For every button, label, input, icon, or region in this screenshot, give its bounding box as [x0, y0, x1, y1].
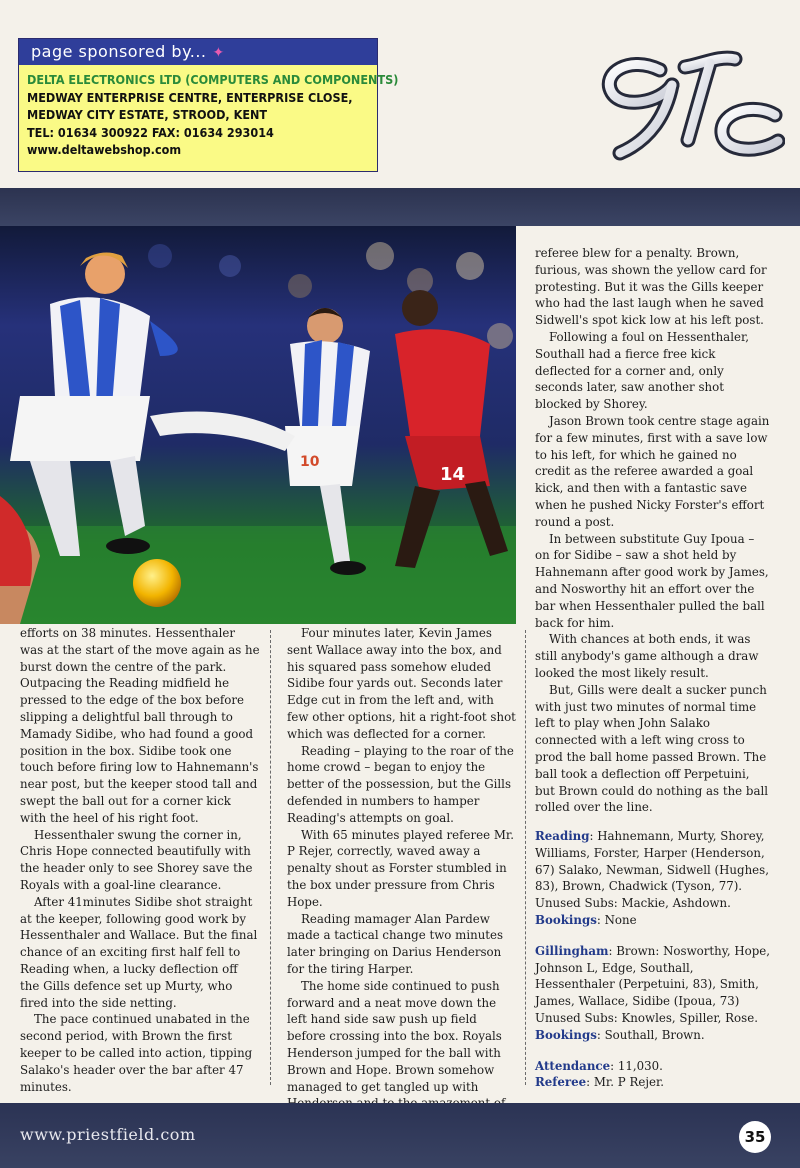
jersey-number-red: 14 [440, 464, 466, 485]
reading-lineup [535, 828, 770, 912]
sponsor-details [19, 65, 399, 159]
gillingham-bookings-label: Bookings [535, 1027, 597, 1042]
article-column-1 [20, 625, 260, 1095]
sponsor-company: DELTA ELECTRONICS LTD (COMPUTERS AND COMPONENTS) [27, 72, 399, 87]
paragraph: efforts on 38 minutes. Hessenthaler was at the start of the move again as he burst down the centre of the park. Outpacing the Reading midfield he pressed to the edge of the box before slipping a delightful ball through to Mamady Sidibe, who had found a good position in the box. Sidibe took one touch before firing low to Hahnemann's near post, but the keeper stood tall and swept the ball out for a corner kick with the heel of his right foot. [20, 626, 260, 825]
paragraph: After 41minutes Sidibe shot straight at the keeper, following good work by Hessenthaler and Wallace. But the final chance of an exciting first half fell to Reading when, a lucky deflection off the Gills defence set up Murty, who fired into the side netting. [20, 894, 258, 1010]
referee [535, 1074, 770, 1091]
reading-bookings-text: : None [596, 913, 637, 928]
column-divider [525, 630, 526, 1085]
paragraph: With 65 minutes played referee Mr. P Rejer, correctly, waved away a penalty shout as Forster stumbled in the box under pressure from Chris Hope. [287, 827, 515, 909]
sponsor-heading-bar [19, 39, 377, 65]
column-divider [270, 630, 271, 1085]
reading-bookings-label: Bookings [535, 913, 597, 928]
paragraph: But, Gills were dealt a sucker punch with just two minutes of normal time left to play when John Salako connected with a left wing cross to prod the ball home passed Brown. The ball took a deflection off Perpetuini, but Brown could do nothing as the ball rolled over the line. [535, 682, 769, 815]
gillingham-lineup-text: : Brown: Nosworthy, Hope, Johnson L, Edge, Southall, Hessenthaler (Perpetuini, 83), Smith, James, Wallace, Sidibe (Ipoua, 73) Unused Subs: Knowles, Spiller, Rose. [535, 943, 771, 1026]
article-column-3 [535, 245, 770, 1091]
referee-label: Referee [535, 1075, 587, 1090]
sponsor-heading: page sponsored by... [31, 42, 207, 61]
sponsor-phone-fax: TEL: 01634 300922 FAX: 01634 293014 [27, 124, 274, 140]
paragraph: Four minutes later, Kevin James sent Wallace away into the box, and his squared pass somehow eluded Sidibe four yards out. Seconds later Edge cut in from the left and, with few other options, hit a right-foot shot which was deflected for a corner. [287, 626, 516, 741]
paragraph: Hessenthaler swung the corner in, Chris Hope connected beautifully with the header only to see Shorey save the Royals with a goal-line clearance. [20, 827, 253, 892]
footer-website-link[interactable]: www.priestfield.com [20, 1125, 196, 1144]
paragraph: Reading – playing to the roar of the home crowd – began to enjoy the better of the possession, but the Gills defended in numbers to hamper Reading's attempts on goal. [287, 743, 514, 825]
reading-label: Reading [535, 829, 590, 844]
paragraph: Jason Brown took centre stage again for a few minutes, first with a save low to his left, for which he gained no credit as the referee awarded a goal kick, and then with a fantastic save when he pushed Nicky Forster's effort round a post. [535, 413, 770, 529]
gillingham-lineup [535, 943, 770, 1027]
paragraph: The home side continued to push forward and a neat move down the left hand side saw push up field before crossing into the box. Royals Henderson jumped for the ball with Brown and Hope. Brown somehow managed to get tangled up with [287, 978, 502, 1094]
jersey-number-white: 10 [300, 454, 320, 470]
paragraph: Reading mamager Alan Pardew made a tactical change two minutes later bringing on Darius Henderson for the tiring Harper. [287, 911, 504, 976]
sponsor-website-link[interactable]: www.deltawebshop.com [27, 142, 182, 157]
attendance-label: Attendance [535, 1058, 611, 1073]
attendance [535, 1058, 770, 1075]
paragraph: In between substitute Guy Ipoua – on for Sidibe – saw a shot held by Hahnemann after good work by James, and Nosworthy hit an effort over the bar when Hessenthaler pulled the ball back for him. [535, 531, 769, 630]
paragraph: The pace continued unabated in the second period, with Brown the first keeper to be called into action, tipping Salako's header over the bar after 47 minutes. [20, 1012, 253, 1094]
gfc-club-monogram [590, 45, 785, 165]
paragraph: Following a foul on Hessenthaler, Southall had a fierce free kick deflected for a corner and, only seconds later, saw another shot blocked by Shorey. [535, 329, 750, 412]
page-number: 35 [739, 1121, 771, 1153]
sponsor-address-line-2: MEDWAY CITY ESTATE, STROOD, KENT [27, 107, 268, 122]
attendance-value: : 11,030. [610, 1058, 663, 1073]
reading-lineup-text: : Hahnemann, Murty, Shorey, Williams, Forster, Harper (Henderson, 67) Salako, Newman, Sidwell (Hughes, 83), Brown, Chadwick (Tyson, 77). Unused Subs: Mackie, Ashdown. [535, 829, 769, 911]
gillingham-bookings-text: : Southall, Brown. [596, 1027, 705, 1042]
player-left [10, 252, 178, 556]
football-action-photo [0, 226, 516, 624]
paragraph: referee blew for a penalty. Brown, furious, was shown the yellow card for protesting. But it was the Gills keeper who had the last laugh when he saved Sidwell's spot kick low at his left post. [535, 246, 767, 328]
paragraph: With chances at both ends, it was still anybody's game although a draw looked the most likely result. [535, 632, 759, 680]
football-icon [133, 559, 181, 607]
reading-bookings [535, 912, 770, 929]
sparkle-icon: ✦ [212, 45, 225, 61]
page-footer [0, 1103, 800, 1168]
sponsor-address-line-1: MEDWAY ENTERPRISE CENTRE, ENTERPRISE CLOSE, [27, 89, 353, 105]
referee-value: : Mr. P Rejer. [586, 1075, 665, 1090]
header-band [0, 188, 800, 226]
gillingham-label: Gillingham [535, 943, 609, 958]
sponsor-box [18, 38, 399, 172]
article-column-2 [287, 625, 519, 1129]
match-photo [0, 226, 516, 624]
gillingham-bookings [535, 1027, 770, 1044]
